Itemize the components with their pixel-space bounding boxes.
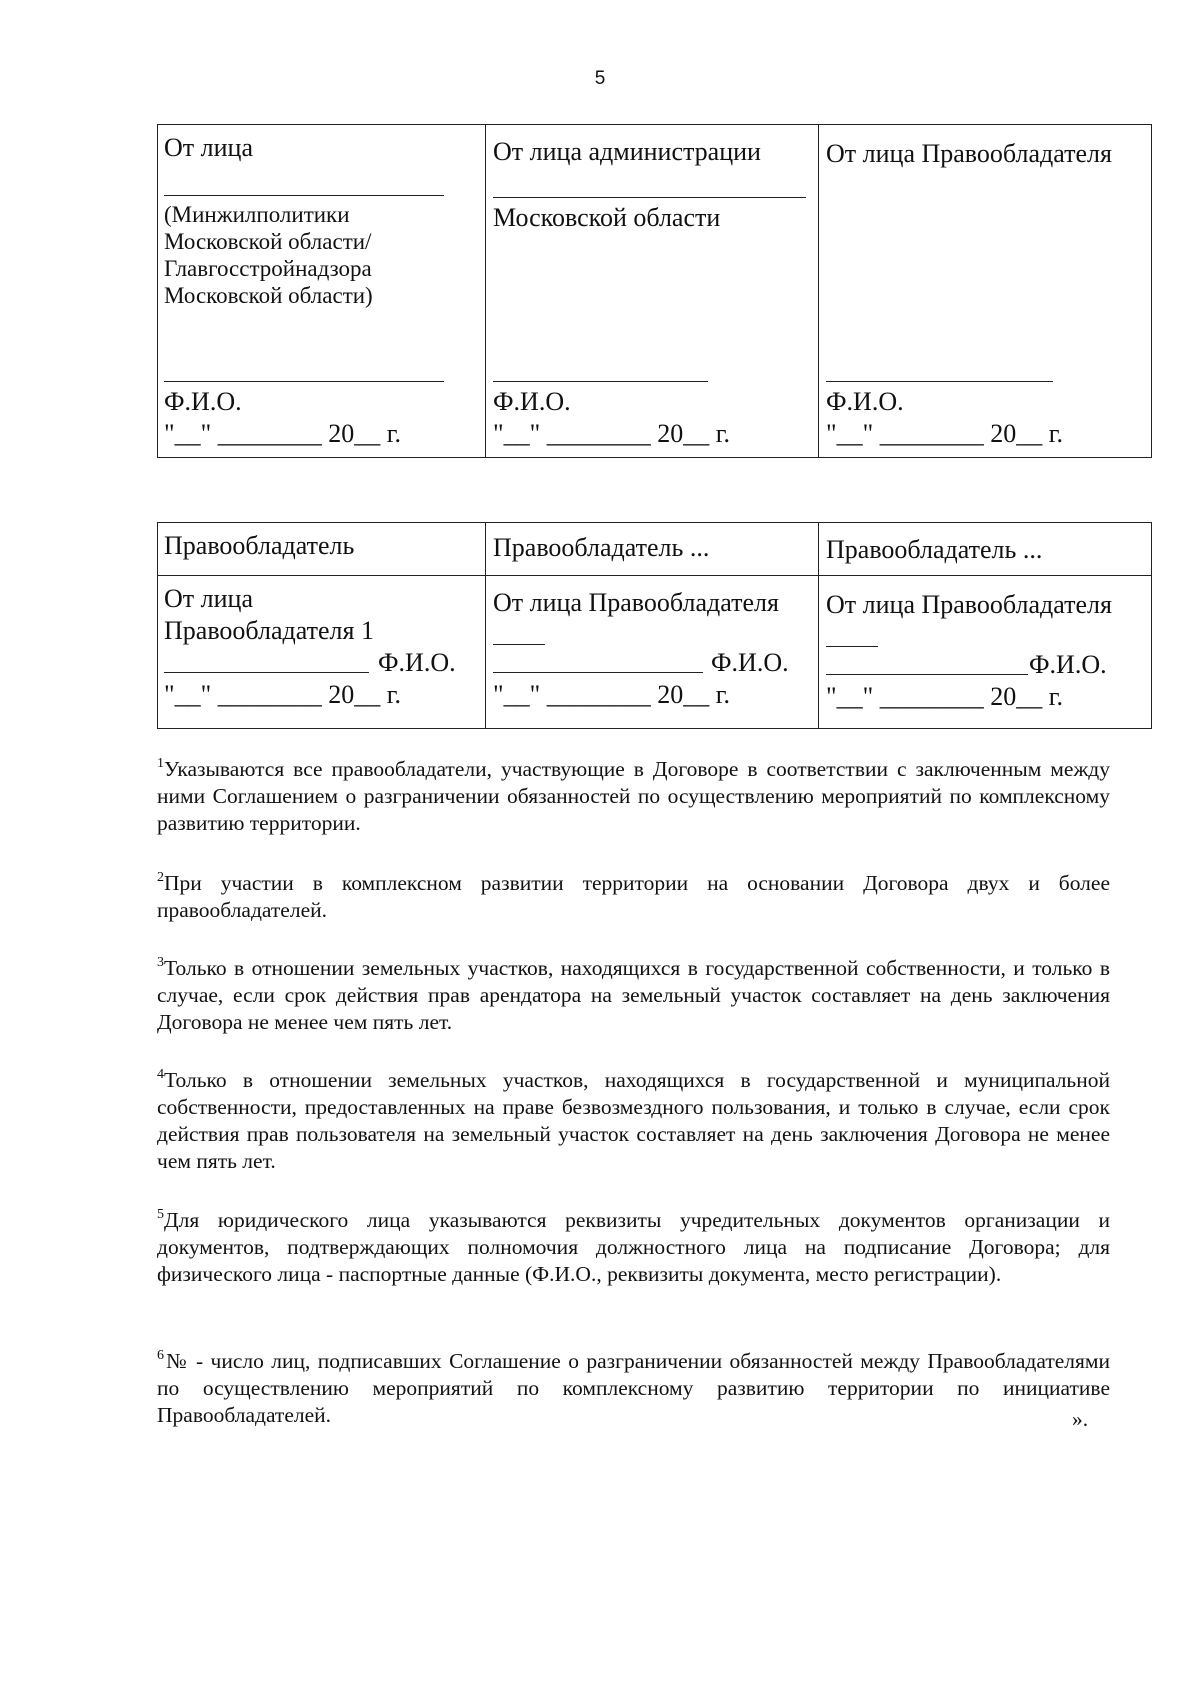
- rightholder-header-cell: [819, 523, 1152, 576]
- rightholder-signature-cell: [819, 576, 1152, 729]
- cell-header: От лица: [164, 133, 253, 162]
- footnote-marker: 1: [157, 756, 164, 771]
- signature-line: [164, 195, 444, 196]
- footnote-text: При участии в комплексном развитии территории на основании Договора двух и более правообладателей.: [157, 871, 1110, 922]
- org-line: Московской области/: [164, 229, 372, 254]
- footnote-marker: 6: [157, 1348, 164, 1363]
- date-line: "__" ________ 20__ г.: [826, 419, 1063, 448]
- footnote-5: [157, 1207, 1110, 1288]
- org-line: Московской области: [493, 203, 721, 232]
- footnote-text: № - число лиц, подписавших Соглашение о разграничении обязанностей между Правообладателями по осуществлению мероприятий по комплексному развитию территории по инициативе Правообладателей.: [157, 1349, 1110, 1427]
- rightholder-header-cell: [158, 523, 486, 576]
- signature-line: [493, 197, 806, 198]
- footnote-2: [157, 870, 1110, 924]
- cell-line: От лица: [164, 584, 253, 613]
- cell-header: От лица администрации: [493, 137, 761, 166]
- fio-label: Ф.И.О.: [378, 648, 456, 677]
- fio-label: Ф.И.О.: [711, 648, 789, 677]
- signature-line: [826, 646, 878, 647]
- footnote-text: Указываются все правообладатели, участвующие в Договоре в соответствии с заключенным между ними Соглашением о разграничении обязанностей по осуществлению мероприятий по комплексному развитию территории.: [157, 757, 1110, 835]
- footnote-text: Только в отношении земельных участков, находящихся в государственной собственности, и только в случае, если срок действия прав арендатора на земельный участок составляет на день заключения Договора не менее чем пять лет.: [157, 956, 1110, 1034]
- signature-table-rightholders: [157, 522, 1152, 729]
- footnote-marker: 4: [157, 1067, 164, 1082]
- fio-label: Ф.И.О.: [164, 387, 242, 416]
- footnote-4: [157, 1067, 1110, 1175]
- org-line: Московской области): [164, 283, 373, 308]
- cell-line: Правообладателя 1: [164, 616, 374, 645]
- date-line: "__" ________ 20__ г.: [826, 682, 1063, 711]
- footnote-3: [157, 955, 1110, 1036]
- rightholder-header-cell: [486, 523, 819, 576]
- signature-line: [493, 381, 708, 382]
- signature-line: [826, 381, 1053, 382]
- footnote-text: Для юридического лица указываются реквизиты учредительных документов организации и документов, подтверждающих полномочия должностного лица на подписание Договора; для физического лица - паспортные данные (Ф.И.О., реквизиты документа, место регистрации).: [157, 1208, 1110, 1286]
- footnote-marker: 5: [157, 1207, 164, 1222]
- signature-cell-administration: [486, 125, 819, 458]
- signature-cell-rightholder: [819, 125, 1152, 458]
- footnote-marker: 2: [157, 870, 164, 885]
- footnote-6: [157, 1348, 1110, 1429]
- rightholder-signature-cell: [486, 576, 819, 729]
- cell-line: От лица Правообладателя: [826, 590, 1112, 619]
- page-number: 5: [594, 68, 606, 89]
- signature-line: [493, 672, 703, 673]
- date-line: "__" ________ 20__ г.: [493, 680, 730, 709]
- cell-header: Правообладатель: [164, 531, 355, 560]
- closing-quote-mark: ».: [1072, 1407, 1089, 1431]
- fio-label: Ф.И.О.: [493, 387, 571, 416]
- date-line: "__" ________ 20__ г.: [493, 419, 730, 448]
- footnote-marker: 3: [157, 955, 164, 970]
- org-line: Главгосстройнадзора: [164, 256, 372, 281]
- cell-line: От лица Правообладателя: [493, 588, 779, 617]
- date-line: "__" ________ 20__ г.: [164, 419, 401, 448]
- rightholder-signature-cell: [158, 576, 486, 729]
- fio-label: Ф.И.О.: [826, 387, 904, 416]
- signature-line: [493, 644, 545, 645]
- signature-line: [826, 674, 1028, 675]
- signature-cell-ministry: [158, 125, 486, 458]
- signature-line: [164, 672, 369, 673]
- date-line: "__" ________ 20__ г.: [164, 680, 401, 709]
- footnote-text: Только в отношении земельных участков, находящихся в государственной и муниципальной собственности, предоставленных на праве безвозмездного пользования, и только в случае, если срок действия прав пользователя на земельный участок составляет на день заключения Договора не менее чем пять лет.: [157, 1068, 1110, 1173]
- cell-header: Правообладатель ...: [493, 533, 710, 562]
- org-line: (Минжилполитики: [164, 202, 350, 227]
- footnote-1: [157, 756, 1110, 837]
- cell-header: От лица Правообладателя: [826, 139, 1112, 168]
- signature-table-authorities: [157, 124, 1152, 458]
- fio-label: Ф.И.О.: [1029, 650, 1107, 679]
- cell-header: Правообладатель ...: [826, 535, 1043, 564]
- signature-line: [164, 381, 444, 382]
